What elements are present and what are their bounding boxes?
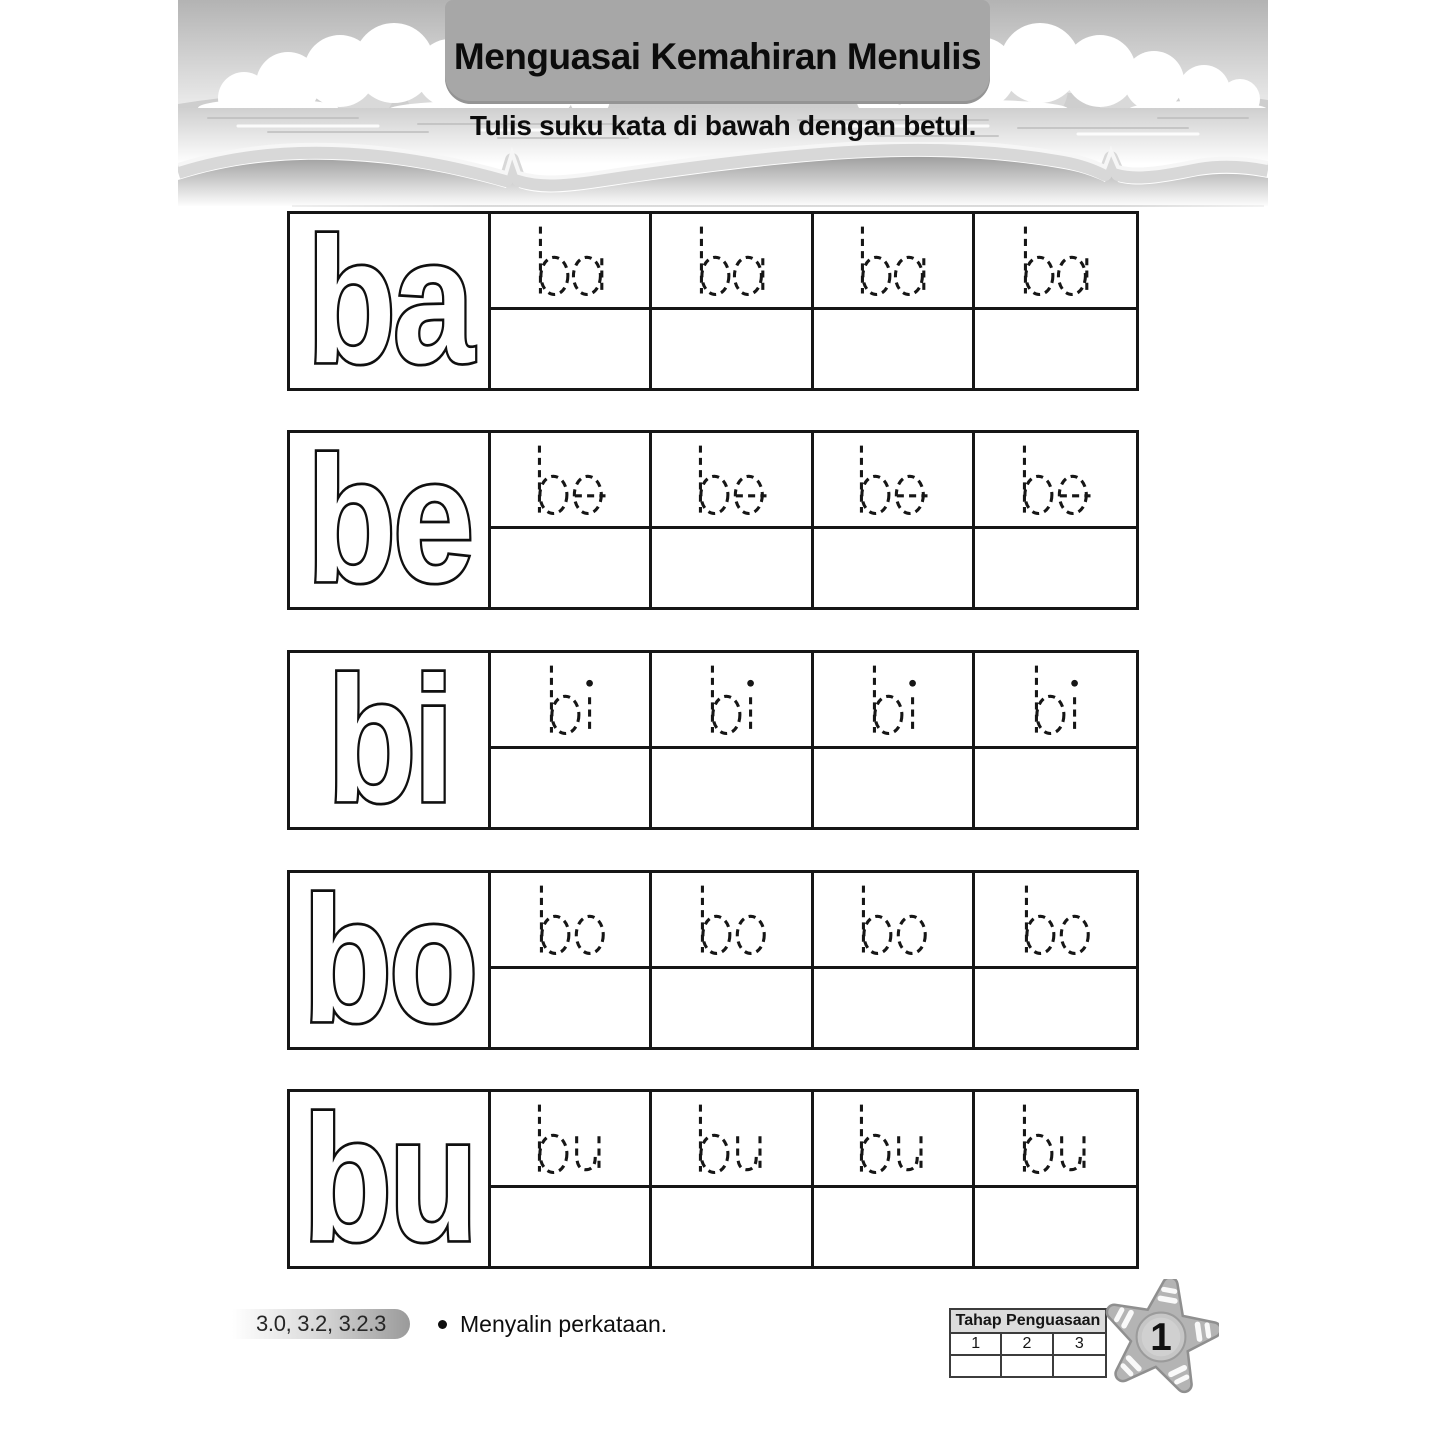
trace-cell [814,1092,975,1188]
write-cell[interactable] [491,529,652,607]
write-cell[interactable] [491,1188,652,1266]
write-cell[interactable] [975,310,1136,388]
syllable-model-cell [290,1092,491,1266]
trace-cell [975,653,1136,749]
trace-word-be [854,440,930,526]
trace-word-bo [534,880,607,966]
write-cell[interactable] [814,969,975,1047]
footer-note-text: Menyalin perkataan. [460,1310,668,1337]
write-cell[interactable] [814,529,975,607]
syllable-model-cell [290,873,491,1047]
trace-cell [652,433,813,529]
write-cell[interactable] [491,749,652,827]
instruction-text: Tulis suku kata di bawah dengan betul. [469,110,977,141]
trace-cell [975,214,1136,310]
syllable-table [287,650,1139,830]
mastery-level-2: 2 [1002,1334,1053,1356]
trace-cell [491,214,652,310]
trace-cell [975,873,1136,969]
trace-word-ba [1018,221,1092,307]
syllable-table [287,211,1139,391]
trace-word-ba [855,221,929,307]
mastery-tick-cell[interactable] [1054,1356,1105,1376]
write-cell[interactable] [814,310,975,388]
syllable-table [287,1089,1139,1269]
trace-word-ba [694,221,768,307]
write-cell[interactable] [975,1188,1136,1266]
write-cell[interactable] [491,969,652,1047]
header-shadow-line [292,205,1264,207]
syllable-outline-text: be [306,433,472,607]
trace-word-bo [856,880,929,966]
trace-cell [491,433,652,529]
write-cell[interactable] [652,310,813,388]
syllable-table [287,870,1139,1050]
bullet-icon [438,1320,447,1329]
trace-word-be [693,440,769,526]
syllable-table [287,430,1139,610]
write-cell[interactable] [652,529,813,607]
trace-cell [652,1092,813,1188]
trace-word-bu [854,1099,930,1185]
write-cell[interactable] [975,969,1136,1047]
mastery-levels-row [951,1334,1105,1376]
write-cell[interactable] [975,749,1136,827]
trace-word-bo [695,880,768,966]
trace-word-ba [533,221,607,307]
trace-word-bi [1029,660,1081,746]
mastery-level-1: 1 [951,1334,1002,1356]
trace-cell [491,1092,652,1188]
trace-cell [491,653,652,749]
trace-cell [652,653,813,749]
trace-cell [814,214,975,310]
trace-word-bu [1017,1099,1093,1185]
write-cell[interactable] [814,1188,975,1266]
syllable-outline-text: ba [306,214,472,388]
trace-cell [814,873,975,969]
write-cell[interactable] [814,749,975,827]
syllable-model-cell [290,433,491,607]
trace-cell [814,653,975,749]
write-cell[interactable] [652,969,813,1047]
trace-cell [975,1092,1136,1188]
trace-word-bi [544,660,596,746]
write-cell[interactable] [652,1188,813,1266]
mastery-tick-cell[interactable] [1002,1356,1053,1376]
trace-word-bo [1019,880,1092,966]
syllable-model-cell [290,653,491,827]
header-band [178,0,1268,205]
trace-cell [652,873,813,969]
syllable-outline-text: bi [327,653,451,827]
trace-cell [975,433,1136,529]
starfish-page-number [1103,1279,1219,1395]
write-cell[interactable] [652,749,813,827]
mastery-table-title: Tahap Penguasaan [951,1310,1105,1334]
page-number: 1 [1150,1316,1172,1360]
syllable-outline-text: bo [302,873,476,1047]
mastery-level-table [949,1308,1107,1378]
syllable-model-cell [290,214,491,388]
title-banner [445,0,990,104]
syllable-outline-text: bu [302,1092,476,1266]
mastery-level-3: 3 [1054,1334,1105,1356]
standard-codes-badge [232,1309,410,1339]
trace-cell [491,873,652,969]
trace-word-bu [532,1099,608,1185]
trace-word-be [1017,440,1093,526]
write-cell[interactable] [491,310,652,388]
trace-word-bi [867,660,919,746]
wave-ribbon [178,142,1268,206]
mastery-tick-cell[interactable] [951,1356,1002,1376]
standard-codes-text: 3.0, 3.2, 3.2.3 [255,1311,387,1336]
trace-cell [814,433,975,529]
trace-word-bi [705,660,757,746]
write-cell[interactable] [975,529,1136,607]
trace-word-bu [693,1099,769,1185]
footer-note [438,1309,667,1339]
trace-word-be [532,440,608,526]
trace-cell [652,214,813,310]
page-title: Menguasai Kemahiran Menulis [453,36,982,77]
